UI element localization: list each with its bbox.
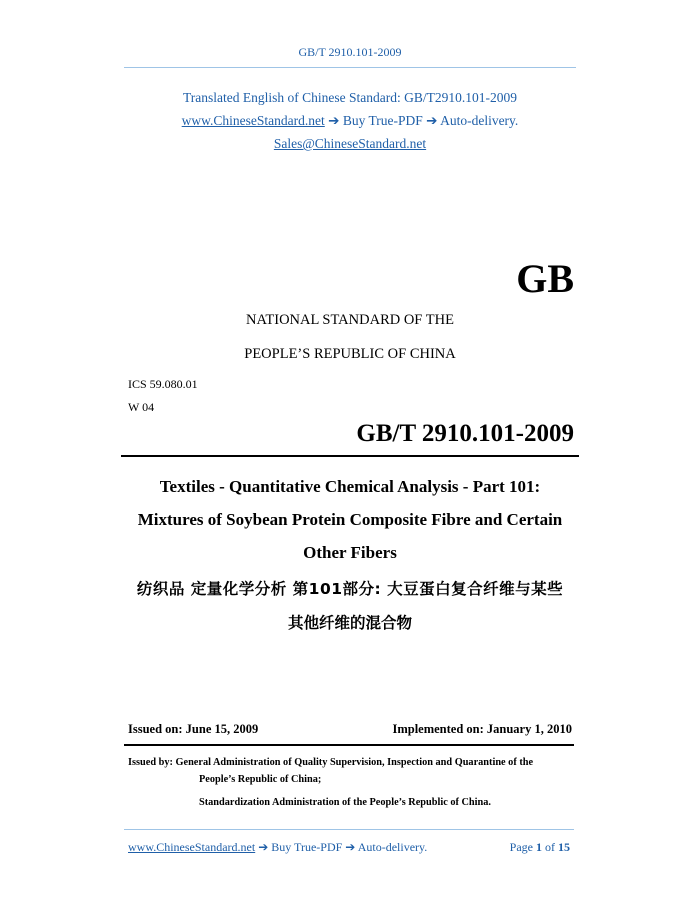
dates-divider <box>124 744 574 746</box>
arrow-icon: ➔ <box>426 113 438 128</box>
footer-divider <box>124 829 574 830</box>
ccs-code: W 04 <box>128 400 155 414</box>
promo-links <box>0 113 700 129</box>
of-label: of <box>545 840 555 854</box>
gb-logo: GB <box>516 256 574 301</box>
standard-number: GB/T 2910.101-2009 <box>356 420 574 447</box>
promo-auto-text: Auto-delivery. <box>440 113 519 128</box>
header-code: GB/T 2910.101-2009 <box>298 45 402 59</box>
issued-date: Issued on: June 15, 2009 <box>128 722 259 736</box>
chinese-title-line-1: 纺织品 定量化学分析 第101部分: 大豆蛋白复合纤维与某些 <box>136 580 564 598</box>
promo-site-link[interactable]: www.ChineseStandard.net <box>181 113 325 128</box>
header-divider <box>124 67 576 68</box>
national-line-2: PEOPLE’S REPUBLIC OF CHINA <box>244 346 456 362</box>
implemented-date: Implemented on: January 1, 2010 <box>392 722 572 736</box>
ics-code: ICS 59.080.01 <box>128 377 198 391</box>
arrow-icon: ➔ <box>345 840 356 854</box>
promo-email-link[interactable]: Sales@ChineseStandard.net <box>273 136 427 151</box>
english-title-line-3: Other Fibers <box>303 543 397 562</box>
promo-buy-text: Buy True-PDF <box>342 113 423 128</box>
title-divider <box>121 455 579 457</box>
page-label: Page <box>509 840 533 854</box>
footer-buy-text: Buy True-PDF <box>271 840 343 854</box>
arrow-icon: ➔ <box>258 840 269 854</box>
issuer-line-3: Standardization Administration of the People’s Republic of China. <box>199 797 491 808</box>
footer-auto-text: Auto-delivery. <box>357 840 428 854</box>
footer-links <box>128 840 427 855</box>
issuer-line-2: People’s Republic of China; <box>199 774 322 785</box>
page-number: 1 <box>536 840 542 854</box>
national-line-1: NATIONAL STANDARD OF THE <box>246 312 454 328</box>
page-indicator <box>510 840 570 855</box>
english-title-line-1: Textiles - Quantitative Chemical Analysis - Part 101: <box>159 477 541 496</box>
english-title-line-2: Mixtures of Soybean Protein Composite Fibre and Certain <box>137 510 563 529</box>
issuer-line-1: Issued by: General Administration of Quality Supervision, Inspection and Quarantine of the <box>128 757 534 768</box>
chinese-title-line-2: 其他纤维的混合物 <box>287 614 412 632</box>
promo-line: Translated English of Chinese Standard: GB/T2910.101-2009 <box>183 90 517 105</box>
arrow-icon: ➔ <box>328 113 340 128</box>
footer-site-link[interactable]: www.ChineseStandard.net <box>128 840 256 854</box>
page-total: 15 <box>558 840 570 854</box>
